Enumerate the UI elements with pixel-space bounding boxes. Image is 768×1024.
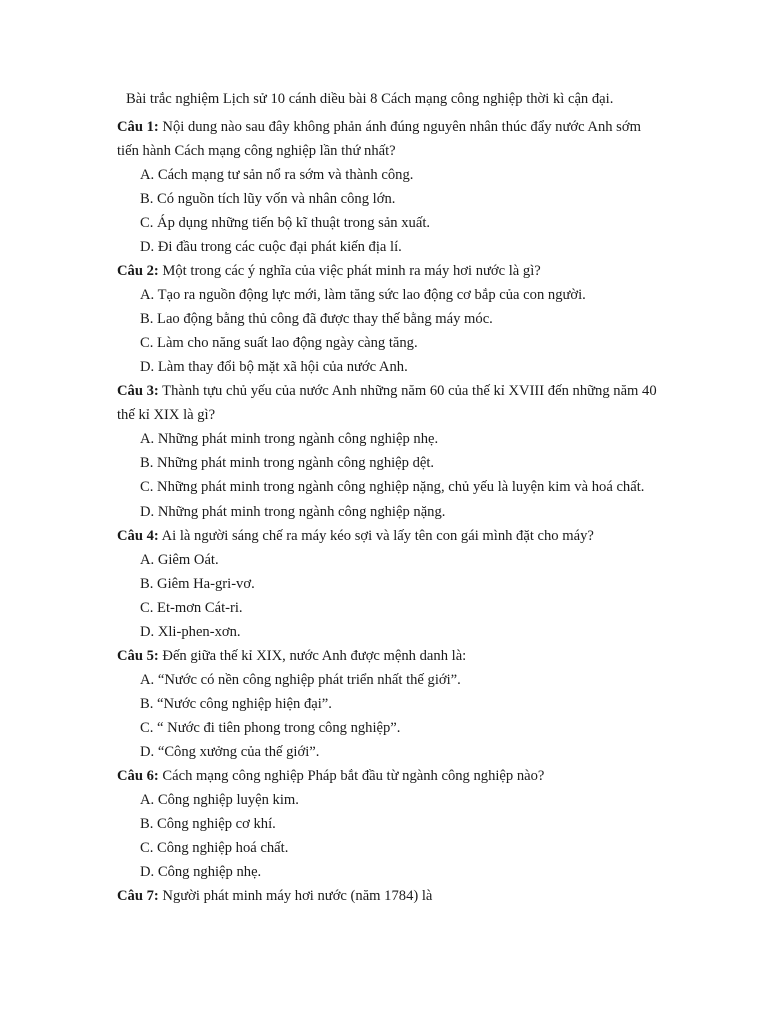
question-7	[117, 884, 662, 908]
answer-option-d: D. Những phát minh trong ngành công nghiệp nặng.	[140, 504, 446, 520]
question-text	[117, 644, 662, 668]
question-text	[117, 524, 662, 548]
question-text	[117, 884, 662, 908]
question-body: Người phát minh máy hơi nước (năm 1784) là	[158, 888, 433, 904]
question-text	[117, 115, 662, 163]
question-label: Câu 7:	[117, 888, 159, 904]
answer-options	[117, 283, 662, 379]
question-body: Đến giữa thế kỉ XIX, nước Anh được mệnh danh là:	[158, 648, 467, 664]
answer-options	[117, 788, 662, 884]
answer-option-c: C. Làm cho năng suất lao động ngày càng tăng.	[140, 335, 418, 351]
answer-option-a: A. Những phát minh trong ngành công nghiệp nhẹ.	[140, 431, 439, 447]
question-label: Câu 3:	[117, 383, 159, 399]
question-body: Thành tựu chủ yếu của nước Anh những năm 60 của thế kỉ XVIII đến những năm 40 thế kỉ XIX là gì?	[117, 383, 657, 423]
question-body: Ai là người sáng chế ra máy kéo sợi và lấy tên con gái mình đặt cho máy?	[158, 528, 594, 544]
answer-option-a: A. Giêm Oát.	[140, 552, 219, 568]
answer-option-d: D. Đi đầu trong các cuộc đại phát kiến địa lí.	[140, 239, 402, 255]
answer-option-d: D. Công nghiệp nhẹ.	[140, 864, 262, 880]
question-2	[117, 259, 662, 379]
question-text	[117, 764, 662, 788]
answer-options	[117, 163, 662, 259]
document-title: Bài trắc nghiệm Lịch sử 10 cánh diều bài 8 Cách mạng công nghiệp thời kì cận đại.	[126, 91, 614, 107]
answer-option-d: D. Làm thay đổi bộ mặt xã hội của nước Anh.	[140, 359, 408, 375]
question-body: Một trong các ý nghĩa của việc phát minh ra máy hơi nước là gì?	[158, 263, 541, 279]
answer-option-a: A. “Nước có nền công nghiệp phát triển nhất thế giới”.	[140, 672, 461, 688]
answer-options	[117, 668, 662, 764]
answer-option-a: A. Cách mạng tư sản nổ ra sớm và thành công.	[140, 167, 414, 183]
question-1	[117, 115, 662, 259]
answer-options	[117, 427, 662, 524]
answer-option-b: B. Công nghiệp cơ khí.	[140, 816, 276, 832]
question-5	[117, 644, 662, 764]
answer-option-c: C. Công nghiệp hoá chất.	[140, 840, 289, 856]
question-label: Câu 4:	[117, 528, 159, 544]
question-label: Câu 1:	[117, 119, 159, 135]
answer-option-c: C. Et-mơn Cát-ri.	[140, 600, 243, 616]
answer-option-b: B. Giêm Ha-gri-vơ.	[140, 576, 255, 592]
question-list	[117, 115, 662, 908]
answer-option-b: B. Những phát minh trong ngành công nghiệp dệt.	[140, 455, 435, 471]
answer-option-b: B. “Nước công nghiệp hiện đại”.	[140, 696, 332, 712]
answer-option-c: C. Áp dụng những tiến bộ kĩ thuật trong sản xuất.	[140, 215, 431, 231]
question-3	[117, 379, 662, 524]
question-text	[117, 259, 662, 283]
answer-option-c: C. Những phát minh trong ngành công nghiệp nặng, chủ yếu là luyện kim và hoá chất.	[140, 479, 645, 495]
answer-option-b: B. Có nguồn tích lũy vốn và nhân công lớn.	[140, 191, 396, 207]
answer-option-b: B. Lao động bằng thủ công đã được thay thế bằng máy móc.	[140, 311, 493, 327]
answer-option-a: A. Tạo ra nguồn động lực mới, làm tăng sức lao động cơ bắp của con người.	[140, 287, 586, 303]
question-4	[117, 524, 662, 644]
question-body: Cách mạng công nghiệp Pháp bắt đầu từ ngành công nghiệp nào?	[158, 768, 545, 784]
question-label: Câu 5:	[117, 648, 159, 664]
answer-option-c: C. “ Nước đi tiên phong trong công nghiệp”.	[140, 720, 401, 736]
question-label: Câu 6:	[117, 768, 159, 784]
answer-option-d: D. “Công xưởng của thế giới”.	[140, 744, 320, 760]
question-text	[117, 379, 662, 427]
question-body: Nội dung nào sau đây không phản ánh đúng nguyên nhân thúc đẩy nước Anh sớm tiến hành Cách mạng công nghiệp lần thứ nhất?	[117, 119, 641, 159]
question-label: Câu 2:	[117, 263, 159, 279]
answer-option-d: D. Xli-phen-xơn.	[140, 624, 241, 640]
question-6	[117, 764, 662, 884]
answer-option-a: A. Công nghiệp luyện kim.	[140, 792, 299, 808]
answer-options	[117, 548, 662, 644]
